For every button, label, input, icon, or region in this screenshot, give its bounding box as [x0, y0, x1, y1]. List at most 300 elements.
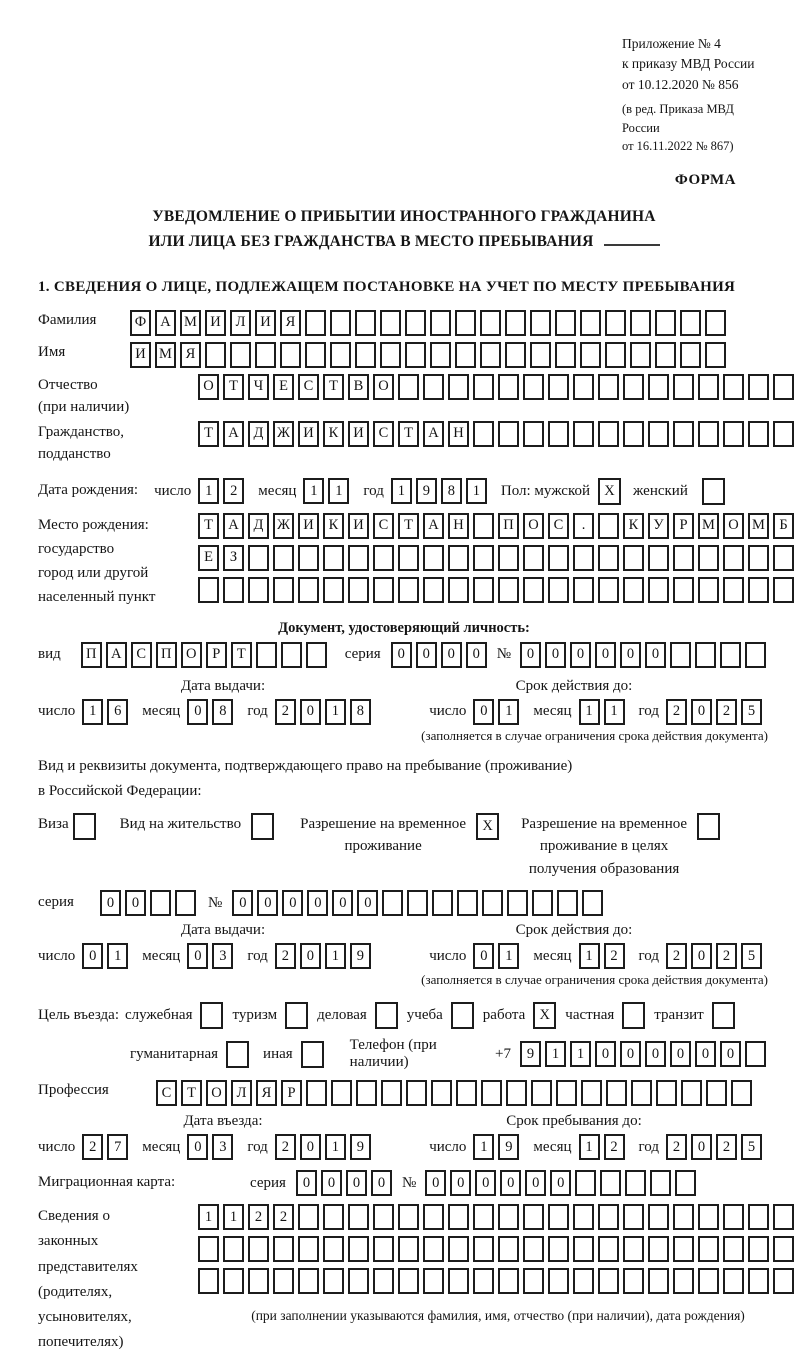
char-cell[interactable]: [150, 890, 171, 916]
char-cell[interactable]: 2: [666, 943, 687, 969]
char-cell[interactable]: [530, 310, 551, 336]
char-cell[interactable]: [625, 1170, 646, 1196]
char-cell[interactable]: [648, 1204, 669, 1230]
char-cell[interactable]: О: [373, 374, 394, 400]
char-cell[interactable]: [731, 1080, 752, 1106]
char-cell[interactable]: [548, 1236, 569, 1262]
char-cell[interactable]: 0: [282, 890, 303, 916]
rvp-education-checkbox[interactable]: [697, 813, 720, 840]
char-cell[interactable]: [598, 421, 619, 447]
char-cell[interactable]: 0: [300, 1134, 321, 1160]
char-cell[interactable]: [323, 1236, 344, 1262]
char-cell[interactable]: [630, 310, 651, 336]
char-cell[interactable]: [773, 1268, 794, 1294]
char-cell[interactable]: 0: [520, 642, 541, 668]
char-cell[interactable]: 0: [570, 642, 591, 668]
char-cell[interactable]: 2: [223, 478, 244, 504]
char-cell[interactable]: [223, 1236, 244, 1262]
char-cell[interactable]: О: [181, 642, 202, 668]
char-cell[interactable]: 0: [595, 642, 616, 668]
char-cell[interactable]: Я: [256, 1080, 277, 1106]
char-cell[interactable]: [523, 1236, 544, 1262]
char-cell[interactable]: 0: [525, 1170, 546, 1196]
char-cell[interactable]: [648, 577, 669, 603]
char-cell[interactable]: [673, 374, 694, 400]
char-cell[interactable]: [323, 1204, 344, 1230]
char-cell[interactable]: 0: [466, 642, 487, 668]
char-cell[interactable]: [455, 310, 476, 336]
char-cell[interactable]: [248, 577, 269, 603]
char-cell[interactable]: З: [223, 545, 244, 571]
char-cell[interactable]: [280, 342, 301, 368]
char-cell[interactable]: П: [81, 642, 102, 668]
char-cell[interactable]: [230, 342, 251, 368]
char-cell[interactable]: [548, 577, 569, 603]
char-cell[interactable]: [605, 310, 626, 336]
char-cell[interactable]: [507, 890, 528, 916]
char-cell[interactable]: [548, 374, 569, 400]
char-cell[interactable]: [745, 1041, 766, 1067]
char-cell[interactable]: 2: [716, 699, 737, 725]
char-cell[interactable]: Т: [231, 642, 252, 668]
char-cell[interactable]: [698, 421, 719, 447]
char-cell[interactable]: 0: [391, 642, 412, 668]
char-cell[interactable]: 2: [604, 943, 625, 969]
char-cell[interactable]: [698, 1236, 719, 1262]
char-cell[interactable]: [623, 374, 644, 400]
char-cell[interactable]: 0: [545, 642, 566, 668]
char-cell[interactable]: [598, 1236, 619, 1262]
char-cell[interactable]: М: [180, 310, 201, 336]
char-cell[interactable]: 0: [100, 890, 121, 916]
char-cell[interactable]: Т: [398, 513, 419, 539]
char-cell[interactable]: 0: [691, 699, 712, 725]
char-cell[interactable]: [175, 890, 196, 916]
char-cell[interactable]: 0: [187, 699, 208, 725]
char-cell[interactable]: 1: [579, 699, 600, 725]
char-cell[interactable]: [698, 374, 719, 400]
char-cell[interactable]: [557, 890, 578, 916]
char-cell[interactable]: [373, 1268, 394, 1294]
char-cell[interactable]: [273, 1236, 294, 1262]
char-cell[interactable]: [448, 374, 469, 400]
char-cell[interactable]: 0: [473, 699, 494, 725]
char-cell[interactable]: [356, 1080, 377, 1106]
char-cell[interactable]: [223, 577, 244, 603]
char-cell[interactable]: С: [373, 421, 394, 447]
char-cell[interactable]: А: [223, 513, 244, 539]
char-cell[interactable]: 3: [212, 1134, 233, 1160]
char-cell[interactable]: [675, 1170, 696, 1196]
char-cell[interactable]: [273, 1268, 294, 1294]
char-cell[interactable]: У: [648, 513, 669, 539]
char-cell[interactable]: [505, 342, 526, 368]
char-cell[interactable]: 9: [350, 943, 371, 969]
char-cell[interactable]: [430, 342, 451, 368]
char-cell[interactable]: [673, 1204, 694, 1230]
char-cell[interactable]: [723, 545, 744, 571]
char-cell[interactable]: [698, 1204, 719, 1230]
char-cell[interactable]: [398, 577, 419, 603]
char-cell[interactable]: [630, 342, 651, 368]
char-cell[interactable]: 2: [275, 943, 296, 969]
char-cell[interactable]: Л: [230, 310, 251, 336]
char-cell[interactable]: [348, 1204, 369, 1230]
char-cell[interactable]: [748, 374, 769, 400]
char-cell[interactable]: 0: [695, 1041, 716, 1067]
char-cell[interactable]: Р: [281, 1080, 302, 1106]
char-cell[interactable]: [498, 1268, 519, 1294]
char-cell[interactable]: [305, 342, 326, 368]
char-cell[interactable]: Ж: [273, 513, 294, 539]
char-cell[interactable]: [523, 577, 544, 603]
char-cell[interactable]: А: [106, 642, 127, 668]
sex-male-checkbox[interactable]: X: [598, 478, 621, 505]
char-cell[interactable]: [523, 545, 544, 571]
char-cell[interactable]: [745, 642, 766, 668]
char-cell[interactable]: [423, 1268, 444, 1294]
char-cell[interactable]: 1: [325, 1134, 346, 1160]
char-cell[interactable]: 1: [473, 1134, 494, 1160]
char-cell[interactable]: С: [548, 513, 569, 539]
char-cell[interactable]: [706, 1080, 727, 1106]
char-cell[interactable]: [248, 545, 269, 571]
char-cell[interactable]: 8: [212, 699, 233, 725]
char-cell[interactable]: 0: [620, 1041, 641, 1067]
purpose-official-checkbox[interactable]: [200, 1002, 223, 1029]
char-cell[interactable]: [456, 1080, 477, 1106]
char-cell[interactable]: [548, 421, 569, 447]
char-cell[interactable]: [773, 374, 794, 400]
char-cell[interactable]: [423, 1236, 444, 1262]
char-cell[interactable]: Ф: [130, 310, 151, 336]
char-cell[interactable]: [523, 1268, 544, 1294]
char-cell[interactable]: Т: [323, 374, 344, 400]
char-cell[interactable]: [298, 1236, 319, 1262]
purpose-tourism-checkbox[interactable]: [285, 1002, 308, 1029]
char-cell[interactable]: 1: [328, 478, 349, 504]
char-cell[interactable]: С: [373, 513, 394, 539]
char-cell[interactable]: 2: [666, 699, 687, 725]
char-cell[interactable]: [723, 421, 744, 447]
char-cell[interactable]: [348, 545, 369, 571]
char-cell[interactable]: [623, 1268, 644, 1294]
char-cell[interactable]: [330, 342, 351, 368]
char-cell[interactable]: [198, 577, 219, 603]
char-cell[interactable]: [623, 545, 644, 571]
char-cell[interactable]: [348, 577, 369, 603]
char-cell[interactable]: [355, 310, 376, 336]
char-cell[interactable]: 0: [550, 1170, 571, 1196]
char-cell[interactable]: [605, 342, 626, 368]
char-cell[interactable]: 1: [223, 1204, 244, 1230]
purpose-private-checkbox[interactable]: [622, 1002, 645, 1029]
char-cell[interactable]: Я: [280, 310, 301, 336]
char-cell[interactable]: [523, 1204, 544, 1230]
char-cell[interactable]: [695, 642, 716, 668]
char-cell[interactable]: [575, 1170, 596, 1196]
char-cell[interactable]: В: [348, 374, 369, 400]
char-cell[interactable]: [573, 1268, 594, 1294]
char-cell[interactable]: 5: [741, 699, 762, 725]
char-cell[interactable]: [473, 1236, 494, 1262]
char-cell[interactable]: [205, 342, 226, 368]
char-cell[interactable]: И: [205, 310, 226, 336]
char-cell[interactable]: [650, 1170, 671, 1196]
char-cell[interactable]: [473, 545, 494, 571]
char-cell[interactable]: 0: [187, 1134, 208, 1160]
char-cell[interactable]: Е: [273, 374, 294, 400]
char-cell[interactable]: А: [423, 421, 444, 447]
char-cell[interactable]: 1: [198, 1204, 219, 1230]
char-cell[interactable]: 0: [620, 642, 641, 668]
char-cell[interactable]: [748, 577, 769, 603]
char-cell[interactable]: 0: [425, 1170, 446, 1196]
char-cell[interactable]: 2: [273, 1204, 294, 1230]
char-cell[interactable]: [305, 310, 326, 336]
char-cell[interactable]: [481, 1080, 502, 1106]
char-cell[interactable]: И: [298, 421, 319, 447]
char-cell[interactable]: [720, 642, 741, 668]
char-cell[interactable]: [506, 1080, 527, 1106]
char-cell[interactable]: Н: [448, 513, 469, 539]
char-cell[interactable]: [281, 642, 302, 668]
char-cell[interactable]: [623, 421, 644, 447]
char-cell[interactable]: [380, 342, 401, 368]
rvp-checkbox[interactable]: X: [476, 813, 499, 840]
char-cell[interactable]: [600, 1170, 621, 1196]
char-cell[interactable]: [598, 545, 619, 571]
char-cell[interactable]: [498, 421, 519, 447]
char-cell[interactable]: [430, 310, 451, 336]
char-cell[interactable]: [748, 545, 769, 571]
char-cell[interactable]: 0: [371, 1170, 392, 1196]
char-cell[interactable]: [673, 1236, 694, 1262]
char-cell[interactable]: [573, 1236, 594, 1262]
char-cell[interactable]: [656, 1080, 677, 1106]
char-cell[interactable]: [223, 1268, 244, 1294]
char-cell[interactable]: [473, 513, 494, 539]
char-cell[interactable]: [457, 890, 478, 916]
char-cell[interactable]: [373, 577, 394, 603]
char-cell[interactable]: 8: [350, 699, 371, 725]
char-cell[interactable]: Д: [248, 421, 269, 447]
purpose-transit-checkbox[interactable]: [712, 1002, 735, 1029]
char-cell[interactable]: 5: [741, 943, 762, 969]
char-cell[interactable]: [381, 1080, 402, 1106]
char-cell[interactable]: [548, 1268, 569, 1294]
char-cell[interactable]: 0: [300, 699, 321, 725]
char-cell[interactable]: [448, 1236, 469, 1262]
char-cell[interactable]: 0: [450, 1170, 471, 1196]
char-cell[interactable]: [405, 342, 426, 368]
char-cell[interactable]: 0: [500, 1170, 521, 1196]
char-cell[interactable]: [248, 1236, 269, 1262]
char-cell[interactable]: 0: [296, 1170, 317, 1196]
char-cell[interactable]: Т: [181, 1080, 202, 1106]
char-cell[interactable]: [555, 310, 576, 336]
char-cell[interactable]: [306, 642, 327, 668]
char-cell[interactable]: [398, 1268, 419, 1294]
char-cell[interactable]: 0: [187, 943, 208, 969]
char-cell[interactable]: [531, 1080, 552, 1106]
char-cell[interactable]: Ч: [248, 374, 269, 400]
char-cell[interactable]: 1: [545, 1041, 566, 1067]
char-cell[interactable]: [423, 577, 444, 603]
char-cell[interactable]: [380, 310, 401, 336]
char-cell[interactable]: [573, 1204, 594, 1230]
char-cell[interactable]: [273, 577, 294, 603]
char-cell[interactable]: [548, 545, 569, 571]
char-cell[interactable]: 1: [466, 478, 487, 504]
char-cell[interactable]: [448, 1204, 469, 1230]
char-cell[interactable]: [598, 374, 619, 400]
char-cell[interactable]: 1: [82, 699, 103, 725]
char-cell[interactable]: [406, 1080, 427, 1106]
char-cell[interactable]: [348, 1236, 369, 1262]
char-cell[interactable]: 0: [321, 1170, 342, 1196]
char-cell[interactable]: 1: [579, 1134, 600, 1160]
char-cell[interactable]: [573, 577, 594, 603]
char-cell[interactable]: [723, 1204, 744, 1230]
char-cell[interactable]: 0: [645, 1041, 666, 1067]
char-cell[interactable]: [480, 342, 501, 368]
char-cell[interactable]: Б: [773, 513, 794, 539]
char-cell[interactable]: [623, 1236, 644, 1262]
char-cell[interactable]: [723, 1236, 744, 1262]
char-cell[interactable]: [423, 545, 444, 571]
char-cell[interactable]: 1: [325, 943, 346, 969]
char-cell[interactable]: [723, 1268, 744, 1294]
char-cell[interactable]: [773, 421, 794, 447]
char-cell[interactable]: [473, 1204, 494, 1230]
char-cell[interactable]: [498, 545, 519, 571]
char-cell[interactable]: [670, 642, 691, 668]
char-cell[interactable]: 8: [441, 478, 462, 504]
char-cell[interactable]: [498, 1236, 519, 1262]
char-cell[interactable]: [373, 545, 394, 571]
char-cell[interactable]: М: [698, 513, 719, 539]
char-cell[interactable]: [648, 545, 669, 571]
char-cell[interactable]: М: [155, 342, 176, 368]
char-cell[interactable]: 1: [325, 699, 346, 725]
char-cell[interactable]: 0: [473, 943, 494, 969]
char-cell[interactable]: [355, 342, 376, 368]
char-cell[interactable]: 5: [741, 1134, 762, 1160]
char-cell[interactable]: [323, 545, 344, 571]
char-cell[interactable]: [473, 374, 494, 400]
char-cell[interactable]: [198, 1236, 219, 1262]
char-cell[interactable]: 0: [416, 642, 437, 668]
char-cell[interactable]: [748, 421, 769, 447]
char-cell[interactable]: О: [523, 513, 544, 539]
char-cell[interactable]: [680, 342, 701, 368]
char-cell[interactable]: С: [156, 1080, 177, 1106]
char-cell[interactable]: [698, 1268, 719, 1294]
char-cell[interactable]: О: [198, 374, 219, 400]
char-cell[interactable]: [306, 1080, 327, 1106]
char-cell[interactable]: [555, 342, 576, 368]
purpose-business-checkbox[interactable]: [375, 1002, 398, 1029]
char-cell[interactable]: [748, 1236, 769, 1262]
char-cell[interactable]: А: [423, 513, 444, 539]
char-cell[interactable]: И: [348, 513, 369, 539]
char-cell[interactable]: [298, 1268, 319, 1294]
char-cell[interactable]: Е: [198, 545, 219, 571]
char-cell[interactable]: [398, 545, 419, 571]
char-cell[interactable]: [407, 890, 428, 916]
char-cell[interactable]: [723, 577, 744, 603]
char-cell[interactable]: Р: [206, 642, 227, 668]
char-cell[interactable]: 0: [645, 642, 666, 668]
char-cell[interactable]: Л: [231, 1080, 252, 1106]
char-cell[interactable]: 0: [691, 943, 712, 969]
char-cell[interactable]: С: [131, 642, 152, 668]
char-cell[interactable]: 2: [275, 1134, 296, 1160]
char-cell[interactable]: [480, 310, 501, 336]
char-cell[interactable]: 0: [691, 1134, 712, 1160]
char-cell[interactable]: [498, 577, 519, 603]
char-cell[interactable]: 2: [604, 1134, 625, 1160]
char-cell[interactable]: [505, 310, 526, 336]
char-cell[interactable]: [773, 577, 794, 603]
char-cell[interactable]: [498, 1204, 519, 1230]
char-cell[interactable]: 2: [275, 699, 296, 725]
char-cell[interactable]: [373, 1236, 394, 1262]
char-cell[interactable]: Н: [448, 421, 469, 447]
char-cell[interactable]: 6: [107, 699, 128, 725]
purpose-other-checkbox[interactable]: [301, 1041, 324, 1068]
char-cell[interactable]: [473, 421, 494, 447]
char-cell[interactable]: [431, 1080, 452, 1106]
char-cell[interactable]: [423, 374, 444, 400]
char-cell[interactable]: [580, 342, 601, 368]
char-cell[interactable]: К: [623, 513, 644, 539]
char-cell[interactable]: [532, 890, 553, 916]
char-cell[interactable]: 1: [391, 478, 412, 504]
char-cell[interactable]: 9: [416, 478, 437, 504]
char-cell[interactable]: [523, 421, 544, 447]
char-cell[interactable]: [655, 310, 676, 336]
char-cell[interactable]: 0: [257, 890, 278, 916]
purpose-study-checkbox[interactable]: [451, 1002, 474, 1029]
char-cell[interactable]: [298, 577, 319, 603]
char-cell[interactable]: 0: [125, 890, 146, 916]
char-cell[interactable]: [198, 1268, 219, 1294]
char-cell[interactable]: И: [130, 342, 151, 368]
char-cell[interactable]: 1: [570, 1041, 591, 1067]
char-cell[interactable]: [698, 545, 719, 571]
char-cell[interactable]: 2: [82, 1134, 103, 1160]
char-cell[interactable]: [648, 1268, 669, 1294]
char-cell[interactable]: 9: [350, 1134, 371, 1160]
char-cell[interactable]: 0: [357, 890, 378, 916]
char-cell[interactable]: [473, 577, 494, 603]
char-cell[interactable]: П: [156, 642, 177, 668]
char-cell[interactable]: 2: [716, 943, 737, 969]
char-cell[interactable]: [523, 374, 544, 400]
visa-checkbox[interactable]: [73, 813, 96, 840]
char-cell[interactable]: А: [223, 421, 244, 447]
char-cell[interactable]: [398, 1204, 419, 1230]
char-cell[interactable]: 0: [82, 943, 103, 969]
char-cell[interactable]: 0: [475, 1170, 496, 1196]
char-cell[interactable]: [248, 1268, 269, 1294]
char-cell[interactable]: Я: [180, 342, 201, 368]
char-cell[interactable]: [773, 545, 794, 571]
char-cell[interactable]: [673, 1268, 694, 1294]
char-cell[interactable]: [423, 1204, 444, 1230]
